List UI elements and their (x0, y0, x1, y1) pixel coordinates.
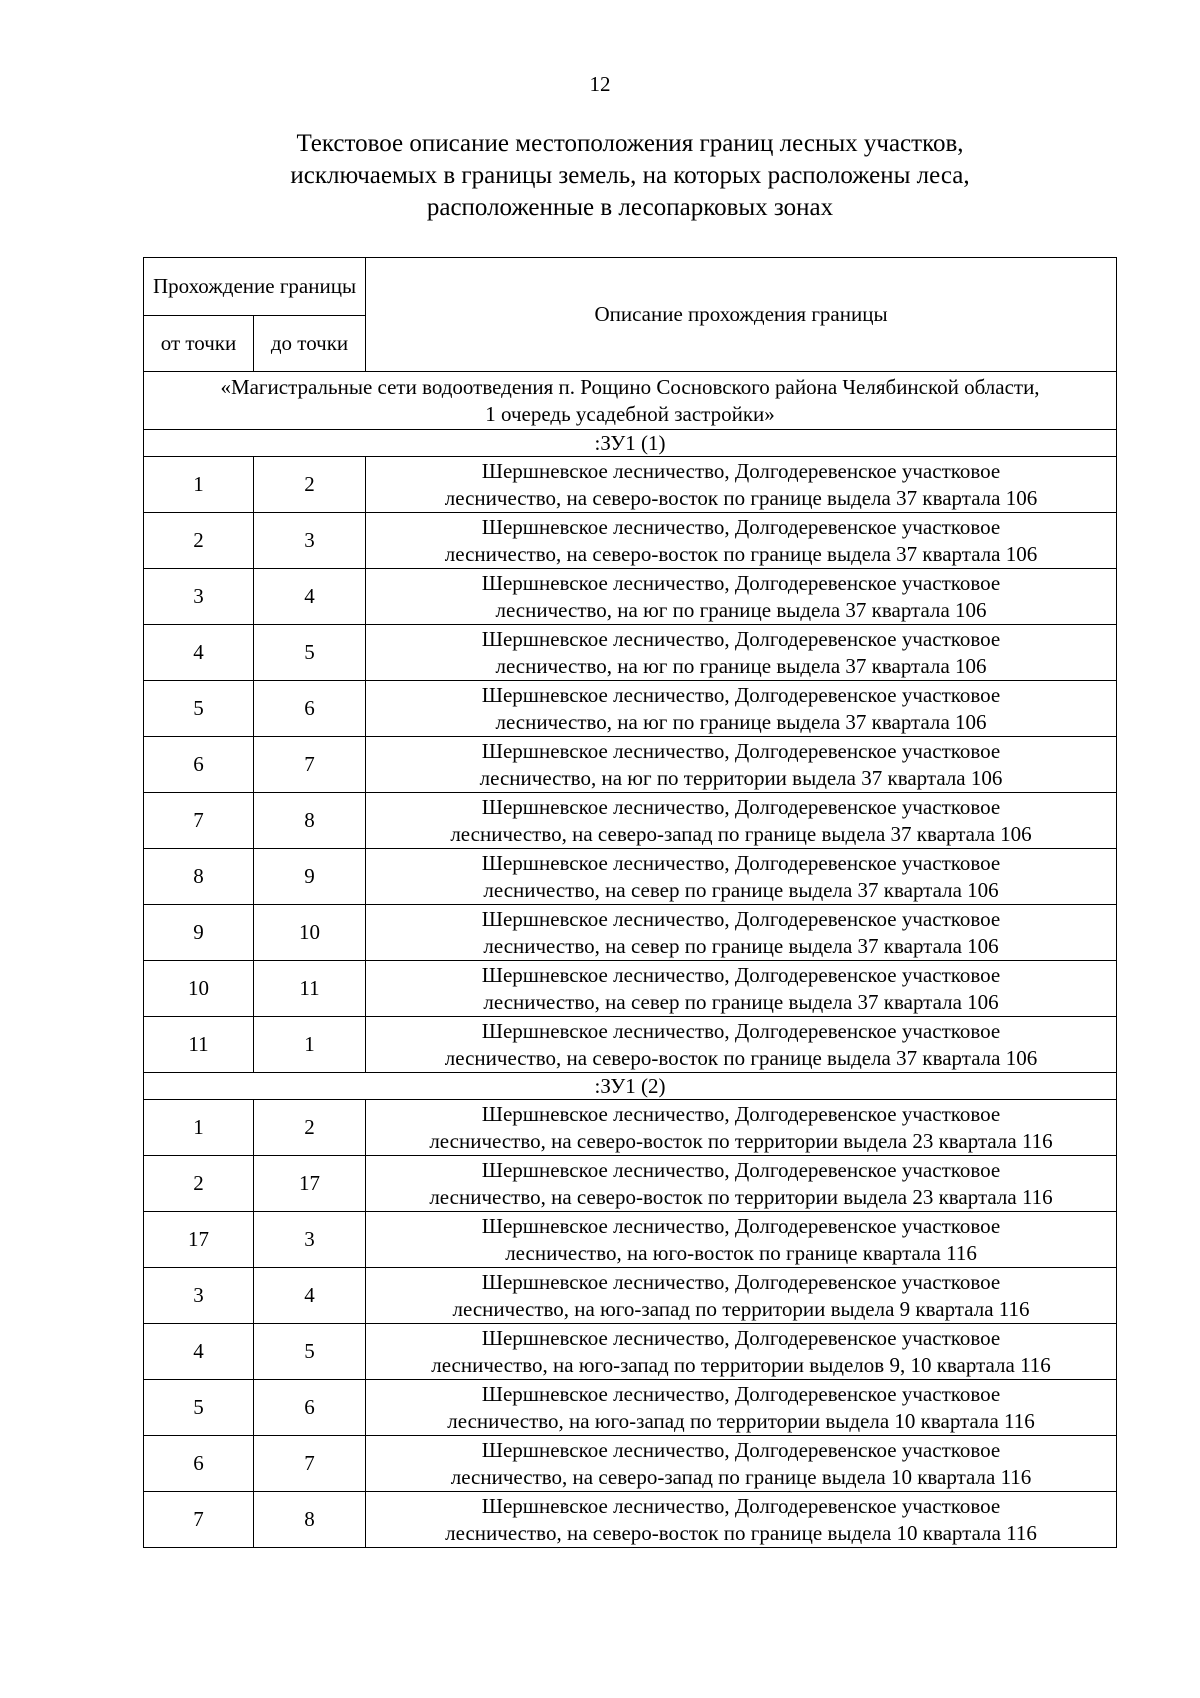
table-row (144, 1436, 1117, 1492)
description-line: Шершневское лесничество, Долгодеревенское участковое (481, 1269, 1001, 1294)
description-line: Шершневское лесничество, Долгодеревенское участковое (481, 1493, 1001, 1518)
to-point-cell: 9 (254, 849, 366, 905)
description-cell (366, 625, 1117, 681)
description-cell (366, 1324, 1117, 1380)
description-cell (366, 1100, 1117, 1156)
description-cell (366, 905, 1117, 961)
object-title-row (144, 372, 1117, 430)
table-row (144, 1268, 1117, 1324)
description-line: Шершневское лесничество, Долгодеревенское участковое (481, 738, 1001, 763)
from-point-cell: 9 (144, 905, 254, 961)
description-line: лесничество, на юг по территории выдела 37 квартала 106 (479, 765, 1003, 790)
title-line: исключаемых в границы земель, на которых расположены леса, (290, 162, 970, 189)
table-row (144, 1156, 1117, 1212)
section-label: :ЗУ1 (2) (144, 1073, 1117, 1100)
object-title-line: 1 очередь усадебной застройки» (485, 401, 775, 426)
description-cell (366, 681, 1117, 737)
description-line: Шершневское лесничество, Долгодеревенское участковое (481, 514, 1001, 539)
description-line: Шершневское лесничество, Долгодеревенское участковое (481, 850, 1001, 875)
from-point-cell: 5 (144, 1380, 254, 1436)
from-point-cell: 7 (144, 793, 254, 849)
table-header-row (144, 258, 1117, 316)
table-row (144, 905, 1117, 961)
section-row (144, 1073, 1117, 1100)
from-point-cell: 2 (144, 1156, 254, 1212)
description-line: Шершневское лесничество, Долгодеревенское участковое (481, 1437, 1001, 1462)
to-point-cell: 6 (254, 1380, 366, 1436)
document-title (140, 128, 1120, 224)
description-line: лесничество, на северо-запад по границе выдела 37 квартала 106 (450, 821, 1032, 846)
table-row (144, 1324, 1117, 1380)
description-line: Шершневское лесничество, Долгодеревенское участковое (481, 1157, 1001, 1182)
table-row (144, 625, 1117, 681)
description-cell (366, 1212, 1117, 1268)
header-description: Описание прохождения границы (366, 258, 1117, 372)
to-point-cell: 7 (254, 737, 366, 793)
description-line: лесничество, на север по границе выдела 37 квартала 106 (483, 933, 999, 958)
description-line: лесничество, на юг по границе выдела 37 квартала 106 (495, 653, 987, 678)
table-row (144, 1100, 1117, 1156)
title-line: Текстовое описание местоположения границ лесных участков, (296, 130, 964, 157)
to-point-cell: 8 (254, 793, 366, 849)
table-row (144, 1492, 1117, 1548)
description-cell (366, 849, 1117, 905)
table-row (144, 513, 1117, 569)
from-point-cell: 4 (144, 625, 254, 681)
title-line: расположенные в лесопарковых зонах (426, 194, 834, 221)
description-line: лесничество, на юго-восток по границе квартала 116 (505, 1240, 977, 1265)
description-line: Шершневское лесничество, Долгодеревенское участковое (481, 962, 1001, 987)
description-cell (366, 1017, 1117, 1073)
description-cell (366, 1436, 1117, 1492)
description-cell (366, 1268, 1117, 1324)
to-point-cell: 4 (254, 1268, 366, 1324)
description-line: лесничество, на северо-восток по границе выдела 10 квартала 116 (445, 1520, 1037, 1545)
object-title-line: «Магистральные сети водоотведения п. Рощино Сосновского района Челябинской области, (220, 374, 1040, 399)
from-point-cell: 6 (144, 1436, 254, 1492)
description-line: Шершневское лесничество, Долгодеревенское участковое (481, 1018, 1001, 1043)
table-row (144, 961, 1117, 1017)
from-point-cell: 3 (144, 1268, 254, 1324)
description-line: лесничество, на северо-восток по границе выдела 37 квартала 106 (444, 541, 1038, 566)
from-point-cell: 6 (144, 737, 254, 793)
header-boundary-passage: Прохождение границы (144, 258, 366, 316)
description-cell (366, 513, 1117, 569)
from-point-cell: 17 (144, 1212, 254, 1268)
table-row (144, 849, 1117, 905)
to-point-cell: 2 (254, 1100, 366, 1156)
to-point-cell: 7 (254, 1436, 366, 1492)
description-line: Шершневское лесничество, Долгодеревенское участковое (481, 1101, 1001, 1126)
from-point-cell: 4 (144, 1324, 254, 1380)
description-line: лесничество, на север по границе выдела 37 квартала 106 (483, 877, 999, 902)
table-row (144, 737, 1117, 793)
to-point-cell: 3 (254, 513, 366, 569)
to-point-cell: 11 (254, 961, 366, 1017)
from-point-cell: 3 (144, 569, 254, 625)
to-point-cell: 5 (254, 1324, 366, 1380)
header-from-point: от точки (144, 316, 254, 372)
from-point-cell: 10 (144, 961, 254, 1017)
description-cell (366, 793, 1117, 849)
table-row (144, 1380, 1117, 1436)
from-point-cell: 8 (144, 849, 254, 905)
from-point-cell: 5 (144, 681, 254, 737)
description-cell (366, 1156, 1117, 1212)
description-line: лесничество, на север по границе выдела 37 квартала 106 (483, 989, 999, 1014)
from-point-cell: 1 (144, 457, 254, 513)
boundary-table (143, 257, 1117, 1548)
description-line: лесничество, на северо-восток по границе выдела 37 квартала 106 (444, 485, 1038, 510)
from-point-cell: 11 (144, 1017, 254, 1073)
description-line: Шершневское лесничество, Долгодеревенское участковое (481, 1325, 1001, 1350)
table-row (144, 569, 1117, 625)
description-cell (366, 457, 1117, 513)
description-line: Шершневское лесничество, Долгодеревенское участковое (481, 626, 1001, 651)
to-point-cell: 1 (254, 1017, 366, 1073)
section-row (144, 430, 1117, 457)
object-title (144, 372, 1117, 430)
to-point-cell: 6 (254, 681, 366, 737)
table-row (144, 457, 1117, 513)
description-line: Шершневское лесничество, Долгодеревенское участковое (481, 458, 1001, 483)
description-line: Шершневское лесничество, Долгодеревенское участковое (481, 1381, 1001, 1406)
section-label: :ЗУ1 (1) (144, 430, 1117, 457)
to-point-cell: 3 (254, 1212, 366, 1268)
description-line: Шершневское лесничество, Долгодеревенское участковое (481, 682, 1001, 707)
to-point-cell: 4 (254, 569, 366, 625)
table-row (144, 1017, 1117, 1073)
table-row (144, 681, 1117, 737)
description-cell (366, 737, 1117, 793)
description-line: лесничество, на северо-восток по территории выдела 23 квартала 116 (429, 1184, 1053, 1209)
description-line: Шершневское лесничество, Долгодеревенское участковое (481, 570, 1001, 595)
description-line: лесничество, на северо-восток по территории выдела 23 квартала 116 (429, 1128, 1053, 1153)
description-line: лесничество, на северо-восток по границе выдела 37 квартала 106 (444, 1045, 1038, 1070)
description-line: лесничество, на юг по границе выдела 37 квартала 106 (495, 597, 987, 622)
description-line: лесничество, на юг по границе выдела 37 квартала 106 (495, 709, 987, 734)
table-row (144, 1212, 1117, 1268)
description-line: Шершневское лесничество, Долгодеревенское участковое (481, 1213, 1001, 1238)
description-line: Шершневское лесничество, Долгодеревенское участковое (481, 906, 1001, 931)
table-row (144, 793, 1117, 849)
to-point-cell: 5 (254, 625, 366, 681)
to-point-cell: 8 (254, 1492, 366, 1548)
from-point-cell: 7 (144, 1492, 254, 1548)
description-cell (366, 961, 1117, 1017)
description-cell (366, 1380, 1117, 1436)
description-line: лесничество, на юго-запад по территории выдела 10 квартала 116 (447, 1408, 1035, 1433)
to-point-cell: 2 (254, 457, 366, 513)
header-to-point: до точки (254, 316, 366, 372)
description-cell (366, 1492, 1117, 1548)
to-point-cell: 17 (254, 1156, 366, 1212)
description-line: лесничество, на северо-запад по границе выдела 10 квартала 116 (450, 1464, 1032, 1489)
page-number: 12 (589, 72, 611, 96)
to-point-cell: 10 (254, 905, 366, 961)
description-line: лесничество, на юго-запад по территории выделов 9, 10 квартала 116 (431, 1352, 1051, 1377)
from-point-cell: 2 (144, 513, 254, 569)
from-point-cell: 1 (144, 1100, 254, 1156)
description-line: Шершневское лесничество, Долгодеревенское участковое (481, 794, 1001, 819)
description-cell (366, 569, 1117, 625)
description-line: лесничество, на юго-запад по территории выдела 9 квартала 116 (452, 1296, 1030, 1321)
